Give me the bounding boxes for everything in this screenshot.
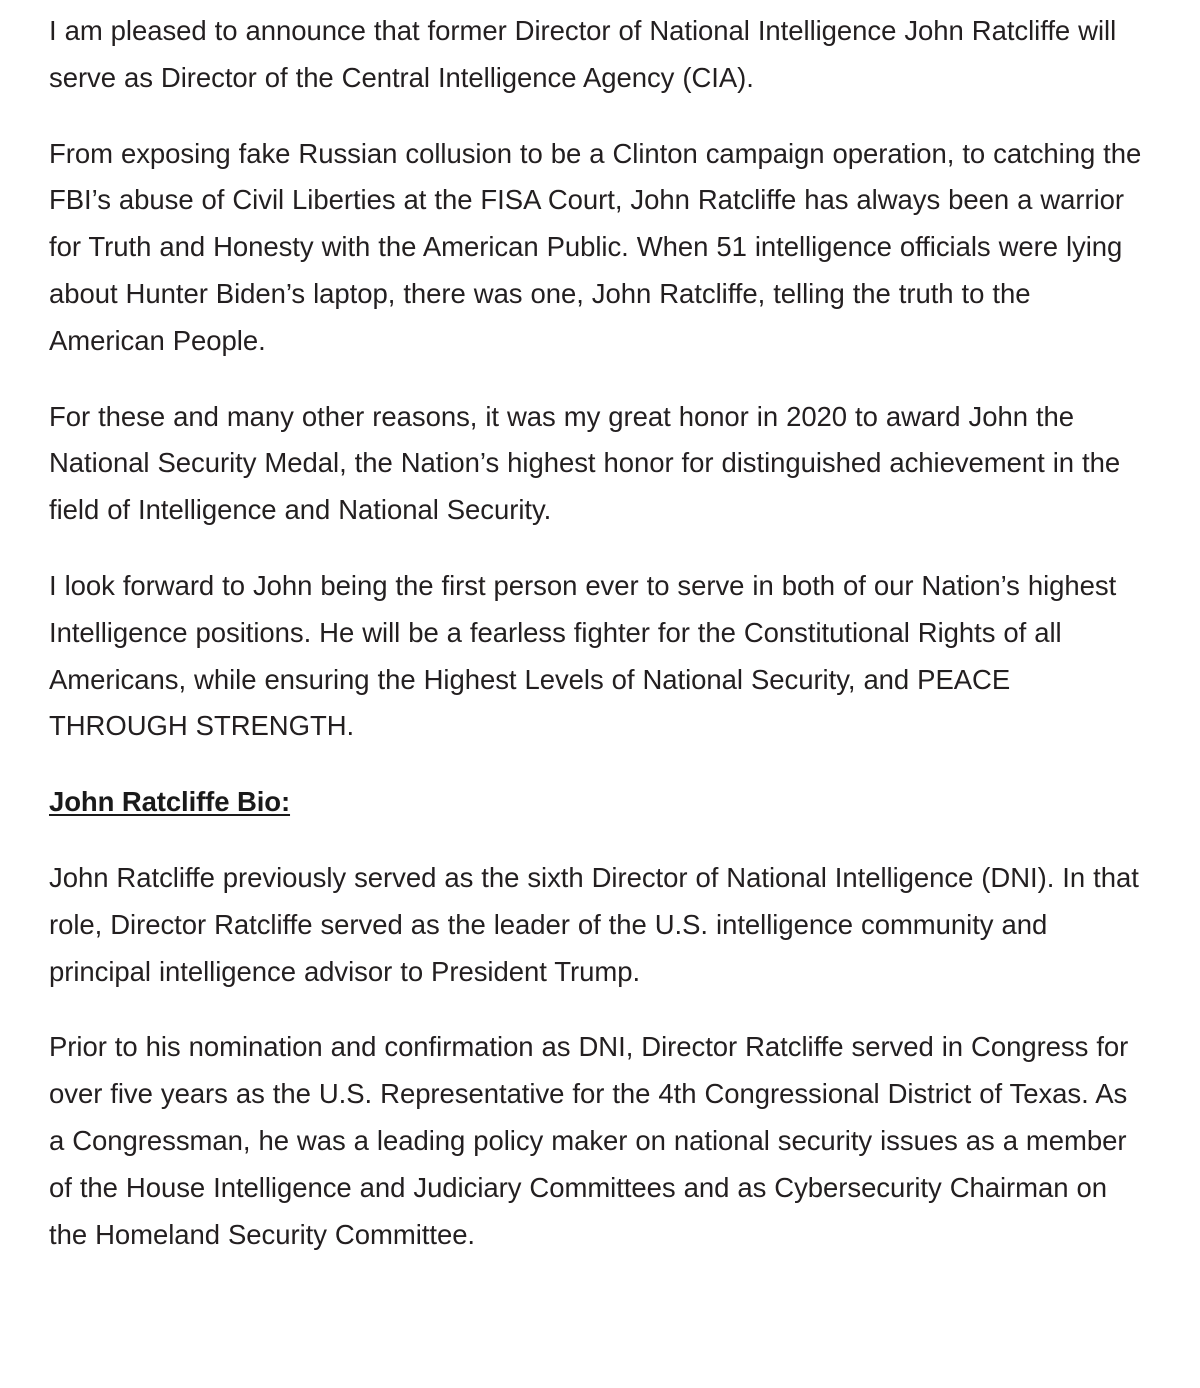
section-heading-bio-label: John Ratcliffe Bio: — [49, 786, 291, 818]
paragraph-record: From exposing fake Russian collusion to be a Clinton campaign operation, to catching the FBI’s abuse of Civil Liberties at the FISA Court, John Ratcliffe has always been a warrior for Truth and Honesty with the American Public. When 51 intelligence officials were lying about Hunter Biden’s laptop, there was one, John Ratcliffe, telling the truth to the American People. — [49, 137, 1142, 356]
paragraph-bio-dni: John Ratcliffe previously served as the sixth Director of National Intelligence (DNI). In that role, Director Ratcliffe served as the leader of the U.S. intelligence community and principal intelligence advisor to President Trump. — [49, 861, 1139, 987]
paragraph-announcement: I am pleased to announce that former Director of National Intelligence John Ratcliffe will serve as Director of the Central Intelligence Agency (CIA). — [49, 15, 1117, 93]
section-heading-bio — [49, 779, 1150, 826]
paragraph-medal: For these and many other reasons, it was my great honor in 2020 to award John the National Security Medal, the Nation’s highest honor for distinguished achievement in the field of Intelligence and National Security. — [49, 400, 1121, 526]
paragraph-bio-congress: Prior to his nomination and confirmation as DNI, Director Ratcliffe served in Congress for over five years as the U.S. Representative for the 4th Congressional District of Texas. As a Congressman, he was a leading policy maker on national security issues as a member of the House Intelligence and Judiciary Committees and as Cybersecurity Chairman on the Homeland Security Committee. — [49, 1031, 1129, 1250]
paragraph-looking-forward: I look forward to John being the first person ever to serve in both of our Nation’s highest Intelligence positions. He will be a fearless fighter for the Constitutional Rights of all Americans, while ensuring the Highest Levels of National Security, and PEACE THROUGH STRENGTH. — [49, 569, 1117, 742]
